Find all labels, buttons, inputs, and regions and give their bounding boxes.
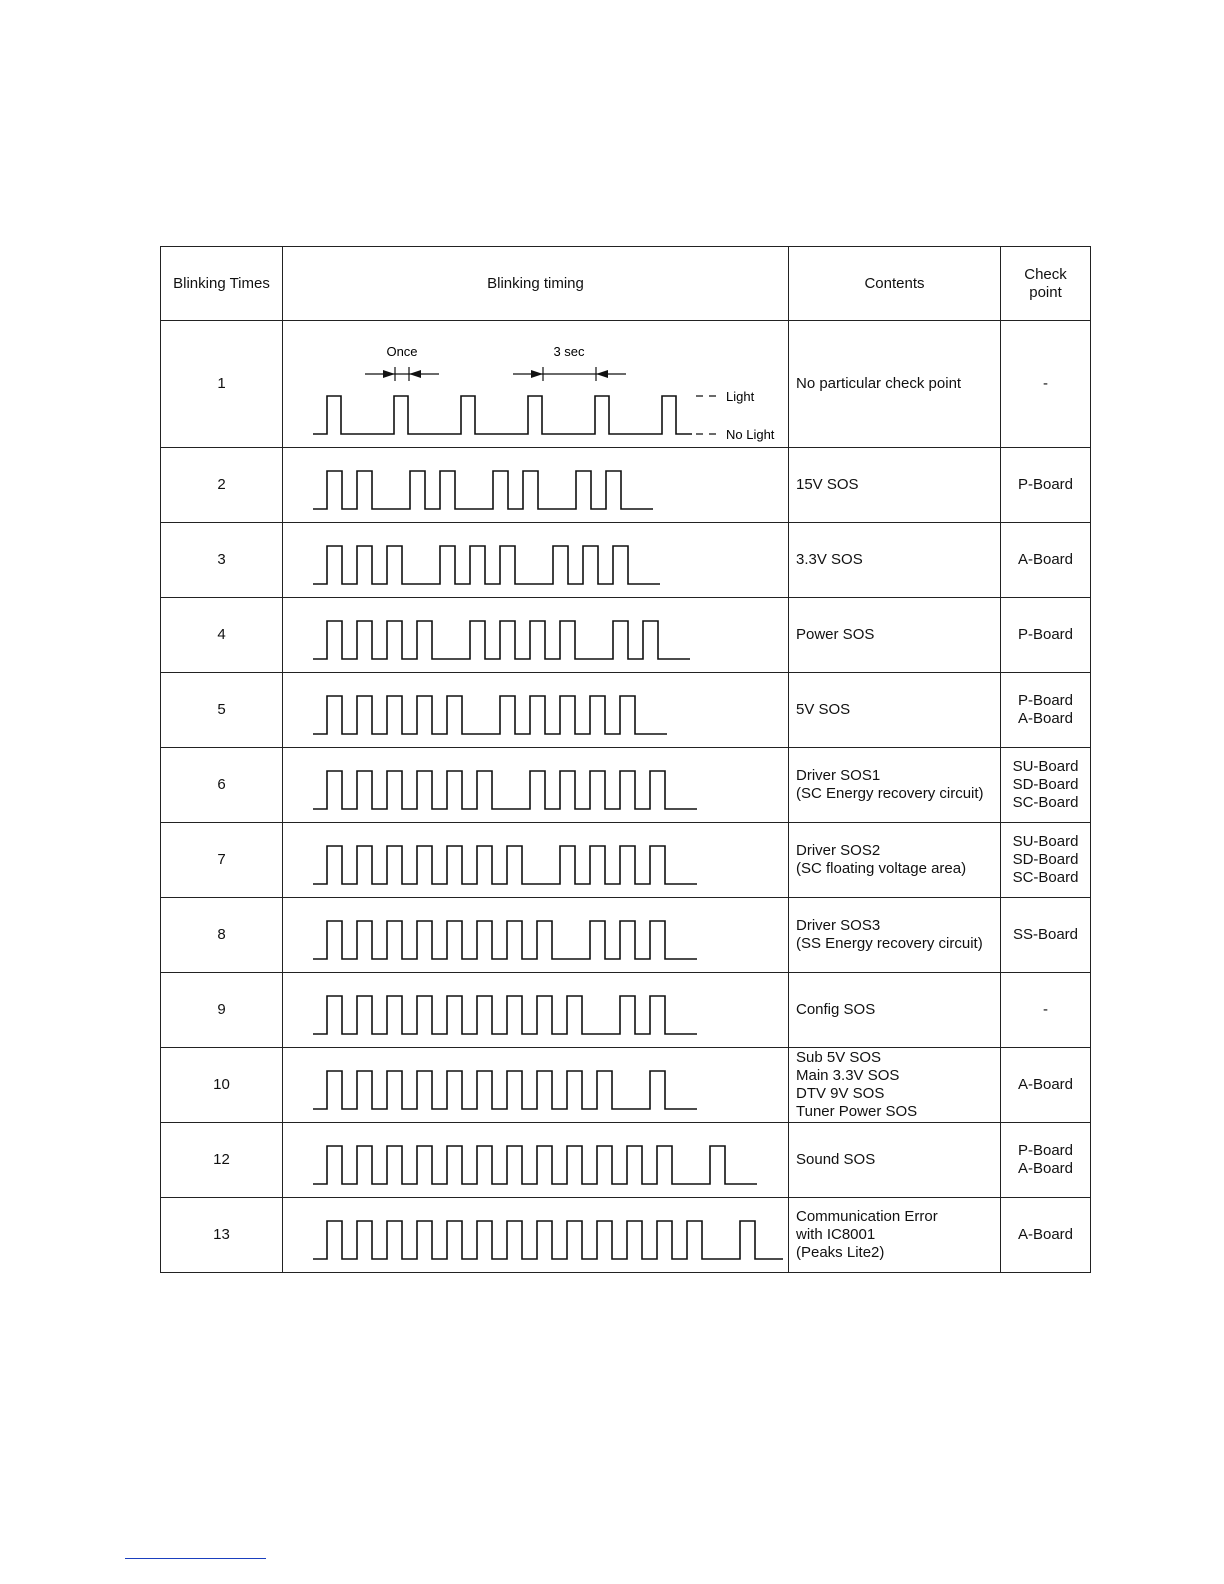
waveform-5 [283, 674, 787, 746]
header-contents: Contents [789, 247, 1001, 321]
blinking-timing-cell [283, 898, 789, 973]
table-body [161, 321, 1091, 1273]
waveform-9 [283, 974, 787, 1046]
pulse-train [313, 921, 697, 959]
check-point-cell: - [1001, 321, 1091, 448]
table-row [161, 1123, 1091, 1198]
waveform-6 [283, 749, 787, 821]
check-point-cell: SS-Board [1001, 898, 1091, 973]
check-point-cell: A-Board [1001, 1048, 1091, 1123]
header-check-point: Check point [1001, 247, 1091, 321]
table-row [161, 598, 1091, 673]
table-row [161, 448, 1091, 523]
table-row [161, 523, 1091, 598]
header-blinking-times: Blinking Times [161, 247, 283, 321]
pulse-train [313, 471, 653, 509]
blinking-timing-cell [283, 673, 789, 748]
blinking-timing-cell [283, 1048, 789, 1123]
contents-cell: Driver SOS1 (SC Energy recovery circuit) [789, 748, 1001, 823]
blinking-timing-cell [283, 823, 789, 898]
blinking-times-cell: 3 [161, 523, 283, 598]
blinking-times-cell: 8 [161, 898, 283, 973]
waveform-8 [283, 899, 787, 971]
blinking-timing-cell [283, 973, 789, 1048]
pulse-train [313, 396, 692, 434]
waveform-13 [283, 1199, 787, 1271]
table-row [161, 748, 1091, 823]
contents-cell: Driver SOS3 (SS Energy recovery circuit) [789, 898, 1001, 973]
contents-cell: 3.3V SOS [789, 523, 1001, 598]
waveform-12 [283, 1124, 787, 1196]
check-point-cell: P-Board [1001, 448, 1091, 523]
table-row [161, 1048, 1091, 1123]
waveform-4 [283, 599, 787, 671]
check-point-cell: A-Board [1001, 1198, 1091, 1273]
blinking-sos-table [160, 246, 1091, 1273]
contents-cell: Communication Error with IC8001 (Peaks Lite2) [789, 1198, 1001, 1273]
table-row [161, 673, 1091, 748]
contents-cell: No particular check point [789, 321, 1001, 448]
blinking-timing-cell [283, 1123, 789, 1198]
pulse-train [313, 771, 697, 809]
table-row [161, 321, 1091, 448]
pulse-train [313, 996, 697, 1034]
three-sec-label: 3 sec [553, 344, 585, 359]
waveform-2 [283, 449, 787, 521]
header-row [161, 247, 1091, 321]
once-dimension [365, 344, 439, 381]
blinking-times-cell: 2 [161, 448, 283, 523]
blinking-timing-cell [283, 448, 789, 523]
check-point-cell: P-Board A-Board [1001, 673, 1091, 748]
check-point-cell: SU-Board SD-Board SC-Board [1001, 823, 1091, 898]
pulse-train [313, 1071, 697, 1109]
table-row [161, 823, 1091, 898]
blinking-times-cell: 9 [161, 973, 283, 1048]
blinking-times-cell: 5 [161, 673, 283, 748]
check-point-cell: - [1001, 973, 1091, 1048]
pulse-train [313, 696, 667, 734]
contents-cell: Sub 5V SOS Main 3.3V SOS DTV 9V SOS Tuner Power SOS [789, 1048, 1001, 1123]
pulse-train [313, 621, 690, 659]
blinking-timing-cell [283, 1198, 789, 1273]
waveform-10 [283, 1049, 787, 1121]
three-sec-dimension [513, 344, 626, 381]
waveform-7 [283, 824, 787, 896]
blinking-times-cell: 4 [161, 598, 283, 673]
check-point-cell: A-Board [1001, 523, 1091, 598]
contents-cell: 5V SOS [789, 673, 1001, 748]
pulse-train [313, 1221, 783, 1259]
once-label: Once [386, 344, 418, 359]
table-row [161, 973, 1091, 1048]
footer-rule [125, 1558, 266, 1559]
blinking-timing-cell [283, 748, 789, 823]
blinking-times-cell: 7 [161, 823, 283, 898]
check-point-cell: P-Board [1001, 598, 1091, 673]
contents-cell: Config SOS [789, 973, 1001, 1048]
table-row [161, 1198, 1091, 1273]
contents-cell: Sound SOS [789, 1123, 1001, 1198]
blinking-times-cell: 13 [161, 1198, 283, 1273]
waveform-1 [283, 322, 787, 446]
blinking-times-cell: 1 [161, 321, 283, 448]
header-blinking-timing: Blinking timing [283, 247, 789, 321]
blinking-times-cell: 12 [161, 1123, 283, 1198]
contents-cell: 15V SOS [789, 448, 1001, 523]
pulse-train [313, 1146, 757, 1184]
waveform-3 [283, 524, 787, 596]
blinking-timing-cell [283, 598, 789, 673]
blinking-timing-cell [283, 523, 789, 598]
contents-cell: Driver SOS2 (SC floating voltage area) [789, 823, 1001, 898]
contents-cell: Power SOS [789, 598, 1001, 673]
blinking-times-cell: 10 [161, 1048, 283, 1123]
light-level-label: Light [726, 389, 755, 404]
no-light-level-label: No Light [726, 427, 775, 442]
table-row [161, 898, 1091, 973]
check-point-cell: P-Board A-Board [1001, 1123, 1091, 1198]
blinking-timing-cell [283, 321, 789, 448]
pulse-train [313, 546, 660, 584]
pulse-train [313, 846, 697, 884]
check-point-cell: SU-Board SD-Board SC-Board [1001, 748, 1091, 823]
blinking-times-cell: 6 [161, 748, 283, 823]
